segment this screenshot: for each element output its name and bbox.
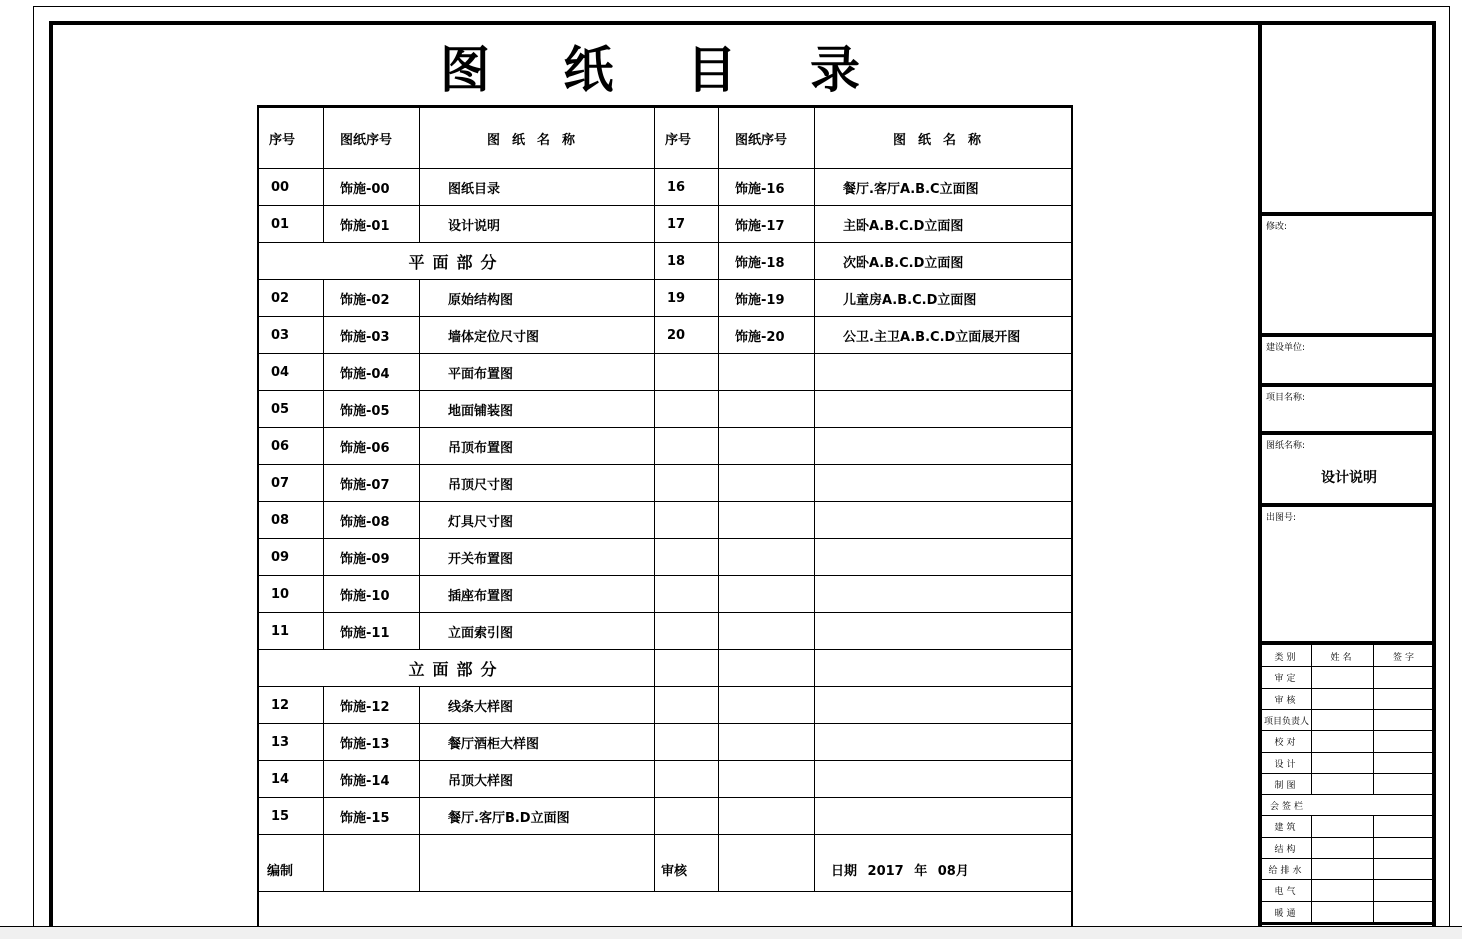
sig-role-label: 设计	[1262, 753, 1312, 774]
signature-row	[1262, 688, 1436, 710]
drawing-name-cell	[815, 761, 1071, 797]
client-section	[1262, 333, 1436, 383]
seq-cell	[655, 391, 719, 427]
reviewed-by-value[interactable]	[719, 835, 815, 891]
seq-cell: 04	[259, 354, 324, 390]
drawing-name-cell	[815, 650, 1071, 686]
seq-cell: 16	[655, 169, 719, 205]
page-title	[440, 34, 860, 98]
compiled-by-value[interactable]	[324, 835, 420, 891]
seq-cell	[655, 354, 719, 390]
title-char: 目	[686, 41, 737, 99]
compiled-by-extra	[420, 835, 654, 891]
seq-cell	[655, 650, 719, 686]
sig-signature-field[interactable]	[1374, 731, 1436, 752]
drawing-no-cell: 饰施-14	[324, 761, 420, 797]
sig-name-field[interactable]	[1312, 753, 1374, 774]
table-row	[259, 465, 1071, 502]
drawing-no-cell	[719, 391, 815, 427]
drawing-name-value: 设计说明	[1321, 470, 1377, 486]
viewer-status-bar	[0, 926, 1462, 939]
seq-cell: 18	[655, 243, 719, 279]
seq-cell: 14	[259, 761, 324, 797]
drawing-no-cell	[719, 724, 815, 760]
right-entry	[654, 761, 1071, 797]
sig-name-field[interactable]	[1312, 710, 1374, 731]
logo-area	[1262, 21, 1436, 212]
seq-cell: 09	[259, 539, 324, 575]
table-blank-row	[259, 892, 1071, 926]
drawing-no-cell: 饰施-18	[719, 243, 815, 279]
seq-cell: 01	[259, 206, 324, 242]
table-row	[259, 280, 1071, 317]
seq-cell: 15	[259, 798, 324, 834]
drawing-no-cell: 饰施-08	[324, 502, 420, 538]
drawing-name-cell	[815, 428, 1071, 464]
drawing-no-cell: 饰施-05	[324, 391, 420, 427]
drawing-no-cell	[719, 428, 815, 464]
drawing-no-cell	[719, 687, 815, 723]
signature-row	[1262, 666, 1436, 688]
left-entry	[259, 798, 654, 834]
drawing-no-cell: 饰施-09	[324, 539, 420, 575]
seq-cell: 08	[259, 502, 324, 538]
left-entry	[259, 576, 654, 612]
sig-role-label: 校对	[1262, 731, 1312, 752]
drawing-name-cell: 原始结构图	[448, 292, 514, 308]
seq-cell: 13	[259, 724, 324, 760]
section-row	[259, 650, 1071, 687]
drawing-no-cell: 饰施-07	[324, 465, 420, 501]
drawing-name-cell	[815, 613, 1071, 649]
signature-header-row	[1262, 645, 1436, 667]
drawing-name-cell: 公卫.主卫A.B.C.D立面展开图	[843, 329, 1021, 345]
table-row	[259, 502, 1071, 539]
right-entry	[654, 206, 1071, 242]
header-seq: 序号	[259, 108, 324, 168]
countersign-label: 会签栏	[1270, 802, 1307, 813]
drawing-name-cell: 餐厅酒柜大样图	[448, 736, 540, 752]
drawing-name-cell: 餐厅.客厅B.D立面图	[448, 810, 570, 826]
drawing-name-cell: 吊顶大样图	[448, 773, 514, 789]
countersign-name-field[interactable]	[1312, 838, 1374, 859]
seq-cell: 05	[259, 391, 324, 427]
drawing-name-cell: 餐厅.客厅A.B.C立面图	[843, 181, 979, 197]
right-entry	[654, 613, 1071, 649]
drawing-no-cell: 饰施-13	[324, 724, 420, 760]
table-row	[259, 798, 1071, 835]
drawing-no-cell	[719, 613, 815, 649]
countersign-discipline-label: 结构	[1262, 838, 1312, 859]
header-seq: 序号	[655, 108, 719, 168]
sig-header-category: 类别	[1262, 645, 1312, 667]
drawing-no-cell: 饰施-12	[324, 687, 420, 723]
drawing-no-cell	[719, 761, 815, 797]
right-entry	[654, 539, 1071, 575]
right-entry	[654, 317, 1071, 353]
drawing-name-label: 图纸名称:	[1266, 441, 1306, 451]
drawing-name-cell	[815, 687, 1071, 723]
table-row	[259, 539, 1071, 576]
right-entry	[654, 687, 1071, 723]
drawing-no-cell: 饰施-06	[324, 428, 420, 464]
sig-role-label: 审核	[1262, 689, 1312, 710]
countersign-signature-field[interactable]	[1374, 902, 1436, 923]
seq-cell	[655, 761, 719, 797]
drawing-no-cell: 饰施-17	[719, 206, 815, 242]
revision-section	[1262, 212, 1436, 333]
table-row	[259, 317, 1071, 354]
seq-cell	[655, 502, 719, 538]
signature-row	[1262, 773, 1436, 795]
table-row	[259, 428, 1071, 465]
sig-name-field[interactable]	[1312, 667, 1374, 688]
drawing-no-cell	[719, 539, 815, 575]
seq-cell: 00	[259, 169, 324, 205]
sig-name-field[interactable]	[1312, 774, 1374, 795]
countersign-name-field[interactable]	[1312, 880, 1374, 901]
seq-cell	[655, 613, 719, 649]
seq-cell	[655, 465, 719, 501]
seq-cell: 02	[259, 280, 324, 316]
revision-label: 修改:	[1266, 222, 1288, 232]
countersign-row	[1262, 901, 1436, 923]
drawing-index-table	[257, 105, 1073, 926]
table-header-row	[259, 108, 1071, 169]
drawing-no-cell: 饰施-10	[324, 576, 420, 612]
right-entry	[654, 428, 1071, 464]
countersign-signature-field[interactable]	[1374, 859, 1436, 880]
client-label: 建设单位:	[1266, 343, 1306, 353]
drawing-name-cell	[815, 724, 1071, 760]
section-title: 平面部分	[408, 252, 505, 272]
drawing-name-cell: 吊顶布置图	[448, 440, 514, 456]
drawing-no-cell: 饰施-00	[324, 169, 420, 205]
left-entry	[259, 317, 654, 353]
title-char: 录	[809, 41, 860, 99]
seq-cell: 06	[259, 428, 324, 464]
sig-signature-field[interactable]	[1374, 689, 1436, 710]
sig-name-field[interactable]	[1312, 731, 1374, 752]
seq-cell	[655, 687, 719, 723]
left-entry	[259, 428, 654, 464]
countersign-signature-field[interactable]	[1374, 880, 1436, 901]
countersign-row	[1262, 837, 1436, 859]
countersign-name-field[interactable]	[1312, 816, 1374, 837]
countersign-name-field[interactable]	[1312, 859, 1374, 880]
drawing-name-cell: 图纸目录	[448, 181, 501, 197]
project-name-section	[1262, 383, 1436, 431]
countersign-discipline-label: 电气	[1262, 880, 1312, 901]
reviewed-by-label: 审核	[655, 835, 719, 891]
countersign-discipline-label: 给排水	[1262, 859, 1312, 880]
sig-role-label: 项目负责人	[1262, 710, 1312, 731]
left-entry	[259, 687, 654, 723]
left-entry	[259, 613, 654, 649]
header-drawing-no: 图纸序号	[324, 108, 420, 168]
compiled-by-label: 编制	[259, 835, 324, 891]
drawing-name-cell	[815, 354, 1071, 390]
header-drawing-no: 图纸序号	[719, 108, 815, 168]
right-entry	[654, 243, 1071, 279]
seq-cell	[655, 798, 719, 834]
sig-role-label: 制图	[1262, 774, 1312, 795]
sig-role-label: 审定	[1262, 667, 1312, 688]
table-row	[259, 169, 1071, 206]
sig-signature-field[interactable]	[1374, 667, 1436, 688]
table-row	[259, 687, 1071, 724]
drawing-no-cell	[719, 650, 815, 686]
right-entry	[654, 465, 1071, 501]
seq-cell	[655, 428, 719, 464]
title-char: 纸	[563, 41, 614, 99]
left-entry	[259, 502, 654, 538]
drawing-name-cell: 儿童房A.B.C.D立面图	[843, 292, 977, 308]
countersign-header-row	[1262, 794, 1436, 816]
drawing-no-section	[1262, 503, 1436, 643]
countersign-row	[1262, 879, 1436, 901]
drawing-name-cell	[815, 502, 1071, 538]
right-entry	[654, 576, 1071, 612]
table-row	[259, 391, 1071, 428]
drawing-no-cell	[719, 576, 815, 612]
seq-cell	[655, 724, 719, 760]
left-entry	[259, 650, 654, 686]
sig-signature-field[interactable]	[1374, 774, 1436, 795]
header-drawing-name: 图纸名称	[486, 132, 587, 148]
drawing-name-cell: 设计说明	[448, 218, 501, 234]
drawing-name-cell	[815, 539, 1071, 575]
sig-signature-field[interactable]	[1374, 753, 1436, 774]
seq-cell: 19	[655, 280, 719, 316]
seq-cell: 11	[259, 613, 324, 649]
countersign-signature-field[interactable]	[1374, 816, 1436, 837]
left-entry	[259, 243, 654, 279]
title-block	[1258, 21, 1436, 931]
drawing-name-cell: 线条大样图	[448, 699, 514, 715]
drawing-name-cell: 灯具尺寸图	[448, 514, 514, 530]
right-entry	[654, 169, 1071, 205]
drawing-no-cell: 饰施-16	[719, 169, 815, 205]
right-entry	[654, 280, 1071, 316]
left-entry	[259, 169, 654, 205]
project-name-label: 项目名称:	[1266, 393, 1306, 403]
section-title: 立面部分	[408, 659, 505, 679]
drawing-no-cell: 饰施-19	[719, 280, 815, 316]
left-entry	[259, 354, 654, 390]
drawing-no-cell: 饰施-15	[324, 798, 420, 834]
table-row	[259, 354, 1071, 391]
date-label: 日期 2017 年 08月	[831, 864, 969, 879]
drawing-name-cell: 主卧A.B.C.D立面图	[843, 218, 964, 234]
drawing-no-label: 出图号:	[1266, 513, 1297, 523]
drawing-no-cell: 饰施-01	[324, 206, 420, 242]
left-entry	[259, 391, 654, 427]
drawing-no-cell	[719, 798, 815, 834]
seq-cell: 03	[259, 317, 324, 353]
left-entry	[259, 761, 654, 797]
drawing-no-cell	[719, 354, 815, 390]
signature-row	[1262, 752, 1436, 774]
left-entry	[259, 206, 654, 242]
drawing-name-cell	[815, 576, 1071, 612]
title-char: 图	[440, 41, 490, 99]
signature-section	[1262, 641, 1436, 931]
header-drawing-name: 图纸名称	[892, 132, 993, 148]
drawing-name-cell	[815, 465, 1071, 501]
left-entry	[259, 280, 654, 316]
drawing-no-cell: 饰施-02	[324, 280, 420, 316]
drawing-name-cell: 地面铺装图	[448, 403, 514, 419]
drawing-name-cell: 立面索引图	[448, 625, 514, 641]
table-row	[259, 206, 1071, 243]
seq-cell: 07	[259, 465, 324, 501]
drawing-no-cell: 饰施-20	[719, 317, 815, 353]
sig-name-field[interactable]	[1312, 689, 1374, 710]
right-entry	[654, 724, 1071, 760]
drawing-name-cell: 墙体定位尺寸图	[448, 329, 540, 345]
sig-signature-field[interactable]	[1374, 710, 1436, 731]
drawing-name-cell: 开关布置图	[448, 551, 514, 567]
countersign-signature-field[interactable]	[1374, 838, 1436, 859]
right-entry	[654, 798, 1071, 834]
signature-row	[1262, 730, 1436, 752]
drawing-no-cell: 饰施-11	[324, 613, 420, 649]
left-entry	[259, 724, 654, 760]
right-entry	[654, 650, 1071, 686]
drawing-name-cell: 次卧A.B.C.D立面图	[843, 255, 964, 271]
sig-header-name: 姓名	[1312, 645, 1374, 667]
section-row	[259, 243, 1071, 280]
sig-header-signature: 签字	[1392, 652, 1417, 663]
table-footer-row	[259, 835, 1071, 892]
signature-row	[1262, 709, 1436, 731]
countersign-name-field[interactable]	[1312, 902, 1374, 923]
countersign-discipline-label: 暖通	[1262, 902, 1312, 923]
table-row	[259, 576, 1071, 613]
right-entry	[654, 391, 1071, 427]
seq-cell: 12	[259, 687, 324, 723]
drawing-name-cell: 平面布置图	[448, 366, 514, 382]
drawing-name-cell	[815, 798, 1071, 834]
drawing-no-cell	[719, 502, 815, 538]
drawing-no-cell	[719, 465, 815, 501]
drawing-name-cell: 吊顶尺寸图	[448, 477, 514, 493]
drawing-no-cell: 饰施-04	[324, 354, 420, 390]
seq-cell: 10	[259, 576, 324, 612]
countersign-row	[1262, 858, 1436, 880]
drawing-name-section	[1262, 431, 1436, 505]
seq-cell: 20	[655, 317, 719, 353]
drawing-name-cell	[815, 391, 1071, 427]
seq-cell	[655, 539, 719, 575]
right-entry	[654, 354, 1071, 390]
drawing-no-cell: 饰施-03	[324, 317, 420, 353]
countersign-discipline-label: 建筑	[1262, 816, 1312, 837]
left-entry	[259, 465, 654, 501]
table-row	[259, 724, 1071, 761]
countersign-row	[1262, 815, 1436, 837]
right-entry	[654, 502, 1071, 538]
drawing-name-cell: 插座布置图	[448, 588, 514, 604]
seq-cell: 17	[655, 206, 719, 242]
seq-cell	[655, 576, 719, 612]
left-entry	[259, 539, 654, 575]
table-row	[259, 761, 1071, 798]
table-row	[259, 613, 1071, 650]
